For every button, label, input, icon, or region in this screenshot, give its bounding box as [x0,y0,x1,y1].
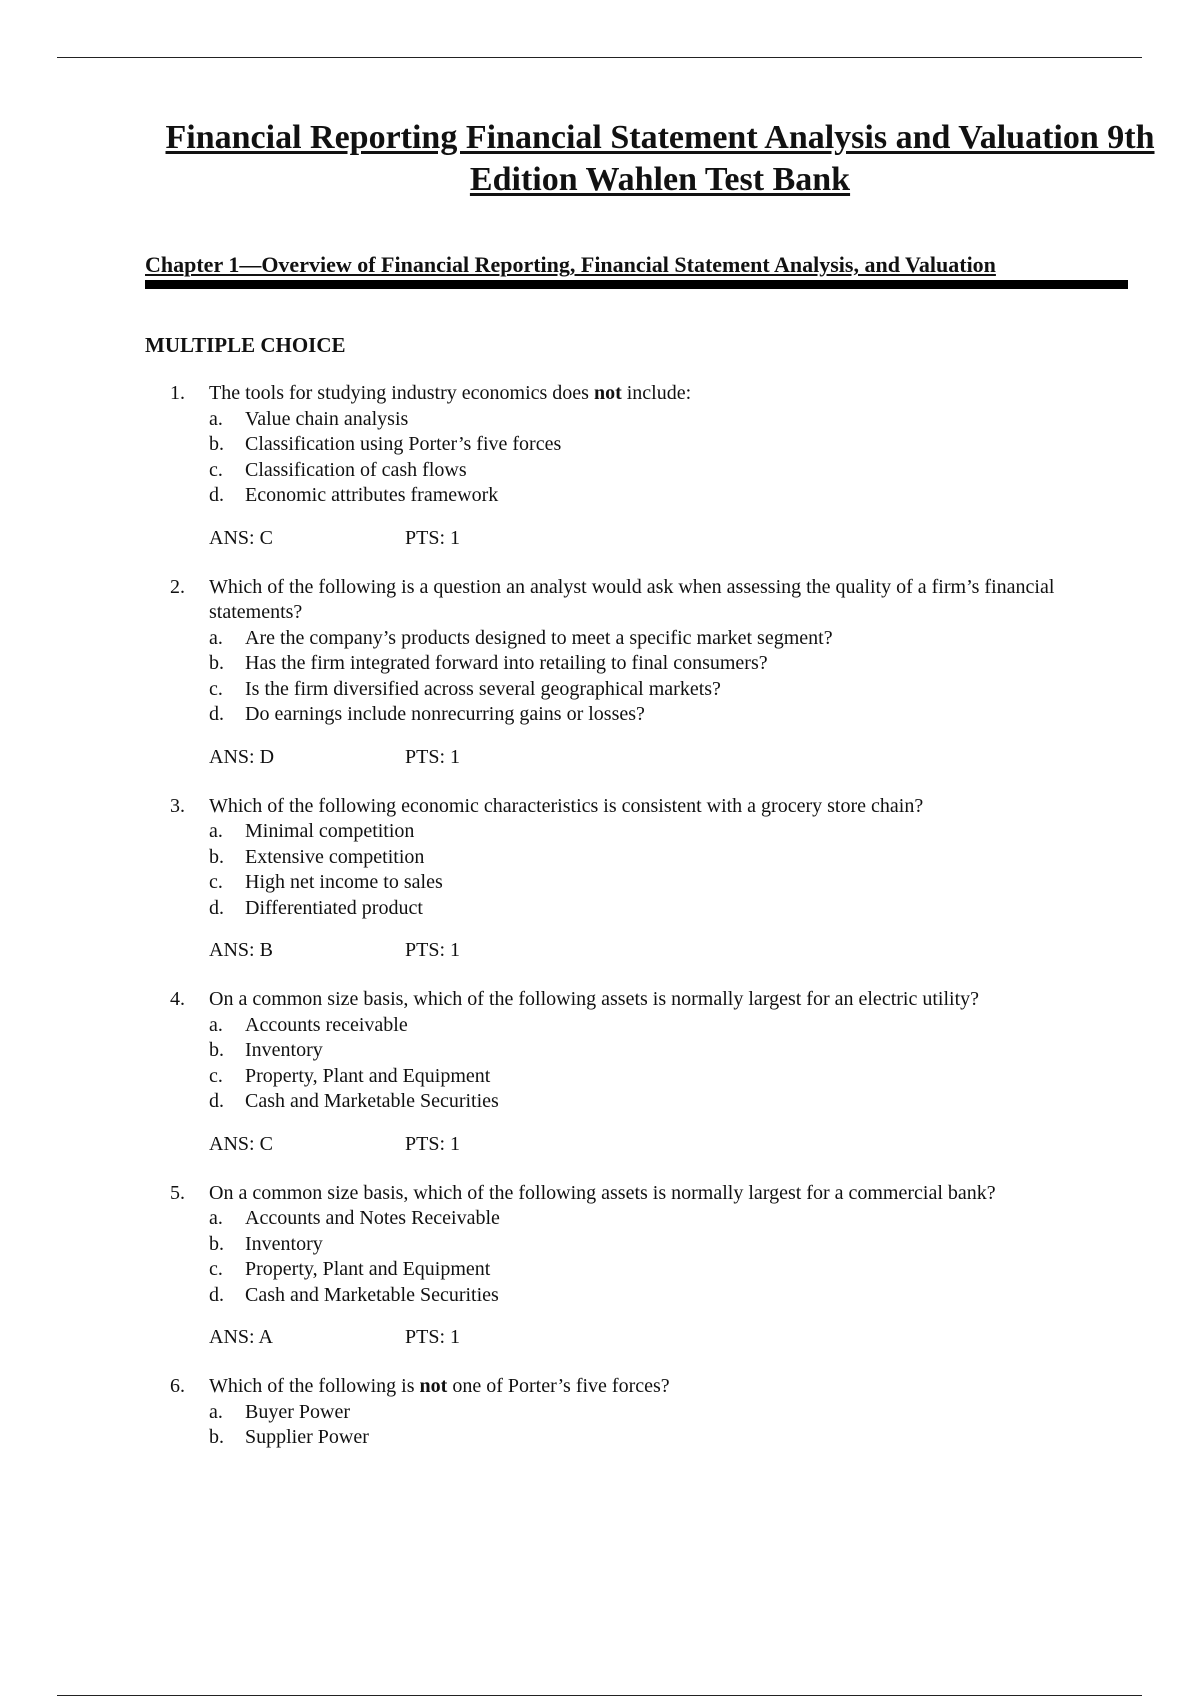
question-text-part: one of Porter’s five forces? [447,1375,670,1397]
answer-option [0,1206,1200,1232]
option-letter: d. [209,1090,224,1112]
question-text-part: Which of the following is [209,1375,420,1397]
option-letter: b. [209,1426,224,1448]
option-text: Is the firm diversified across several geographical markets? [245,677,721,700]
answer-row [0,525,1200,551]
option-letter: a. [209,1400,223,1423]
option-letter: b. [209,652,224,674]
option-text: Cash and Marketable Securities [245,1283,499,1306]
answer-option [0,1232,1200,1258]
option-text: Has the firm integrated forward into retailing to final consumers? [245,652,768,674]
question-text-part: include: [621,382,692,404]
question-text [209,1374,1079,1400]
option-text: Property, Plant and Equipment [245,1064,491,1087]
question-stem [0,381,1200,407]
answer-option [0,845,1200,871]
question-number: 6. [170,1375,185,1397]
answer-key: ANS: C [209,526,273,549]
option-letter: b. [209,433,224,455]
option-letter: a. [209,1013,223,1036]
option-letter: d. [209,896,224,919]
option-letter: d. [209,484,224,506]
question-stem [0,987,1200,1013]
question-list [0,381,1200,1451]
points-value: PTS: 1 [405,1132,461,1155]
points-value: PTS: 1 [405,1326,461,1348]
question-text-part: On a common size basis, which of the following assets is normally largest for a commercial bank? [209,1181,996,1204]
question-number: 4. [170,988,185,1010]
question-text-part: The tools for studying industry economics does [209,382,594,404]
option-letter: c. [209,871,223,893]
question-text [209,575,1079,626]
answer-option [0,458,1200,484]
question-item [0,381,1200,551]
answer-row [0,1131,1200,1157]
option-text: Are the company’s products designed to meet a specific market segment? [245,626,833,649]
answer-option [0,651,1200,677]
question-text-part: On a common size basis, which of the following assets is normally largest for an electric utility? [209,988,979,1010]
option-letter: a. [209,820,223,842]
answer-option [0,1013,1200,1039]
question-number: 2. [170,575,185,598]
question-stem [0,1181,1200,1207]
answer-option [0,1425,1200,1451]
question-text [209,987,1079,1013]
answer-option [0,896,1200,922]
option-text: Inventory [245,1039,323,1061]
top-rule [57,57,1142,58]
answer-option [0,626,1200,652]
document-title: Financial Reporting Financial Statement Analysis and Valuation 9th Edition Wahlen Test Bank [165,119,1155,198]
option-text: Differentiated product [245,896,423,919]
option-text: Minimal competition [245,820,415,842]
chapter-heading: Chapter 1—Overview of Financial Reporting, Financial Statement Analysis, and Valuation [145,252,996,277]
option-list [0,819,1200,921]
option-letter: c. [209,458,223,481]
option-text: Classification using Porter’s five forces [245,433,562,455]
question-text [209,794,1079,820]
question-item [0,794,1200,964]
bottom-rule [57,1695,1142,1696]
option-list [0,626,1200,728]
option-letter: a. [209,407,223,430]
points-value: PTS: 1 [405,939,461,961]
section-heading: MULTIPLE CHOICE [145,333,346,357]
option-text: Accounts and Notes Receivable [245,1207,500,1229]
option-text: Economic attributes framework [245,484,499,506]
option-text: Classification of cash flows [245,458,467,481]
option-list [0,1400,1200,1451]
question-text-emphasis: not [593,382,622,404]
option-letter: c. [209,1258,223,1280]
option-text: Supplier Power [245,1426,369,1448]
answer-option [0,1283,1200,1309]
answer-option [0,407,1200,433]
question-number: 5. [170,1181,185,1204]
answer-option [0,483,1200,509]
option-letter: c. [209,677,223,700]
question-stem [0,1374,1200,1400]
answer-row [0,937,1200,963]
answer-option [0,1400,1200,1426]
answer-key: ANS: C [209,1132,273,1155]
question-number: 1. [170,382,185,404]
answer-row [0,1324,1200,1350]
option-letter: b. [209,1039,224,1061]
option-text: Inventory [245,1232,323,1255]
option-text: Do earnings include nonrecurring gains or losses? [245,703,645,725]
answer-option [0,870,1200,896]
chapter-divider [145,280,1128,289]
question-text-emphasis: not [419,1375,448,1397]
option-list [0,407,1200,509]
option-letter: d. [209,1283,224,1306]
question-stem [0,794,1200,820]
option-text: Accounts receivable [245,1013,408,1036]
option-letter: b. [209,845,224,868]
answer-key: ANS: B [209,939,273,961]
option-letter: c. [209,1064,223,1087]
option-letter: d. [209,703,224,725]
question-text-part: Which of the following economic characteristics is consistent with a grocery store chain? [209,794,924,817]
question-text-part: Which of the following is a question an analyst would ask when assessing the quality of a firm’s financial statements? [209,575,1055,623]
question-text [209,1181,1079,1207]
answer-option [0,677,1200,703]
answer-option [0,1038,1200,1064]
option-text: Value chain analysis [245,407,409,430]
answer-row [0,744,1200,770]
answer-option [0,1089,1200,1115]
question-item [0,575,1200,770]
option-text: Cash and Marketable Securities [245,1090,499,1112]
question-item [0,1181,1200,1351]
answer-option [0,1257,1200,1283]
answer-key: ANS: D [209,745,275,768]
option-list [0,1206,1200,1308]
answer-key: ANS: A [209,1326,273,1348]
question-number: 3. [170,794,185,817]
option-text: Extensive competition [245,845,425,868]
answer-option [0,1064,1200,1090]
option-text: Buyer Power [245,1400,350,1423]
question-text [209,381,1079,407]
answer-option [0,702,1200,728]
points-value: PTS: 1 [405,526,461,549]
option-letter: a. [209,1207,223,1229]
answer-option [0,432,1200,458]
option-list [0,1013,1200,1115]
option-text: High net income to sales [245,871,443,893]
answer-option [0,819,1200,845]
option-letter: b. [209,1232,224,1255]
question-item [0,987,1200,1157]
question-stem [0,575,1200,626]
option-text: Property, Plant and Equipment [245,1258,491,1280]
option-letter: a. [209,626,223,649]
question-item [0,1374,1200,1451]
points-value: PTS: 1 [405,745,461,768]
